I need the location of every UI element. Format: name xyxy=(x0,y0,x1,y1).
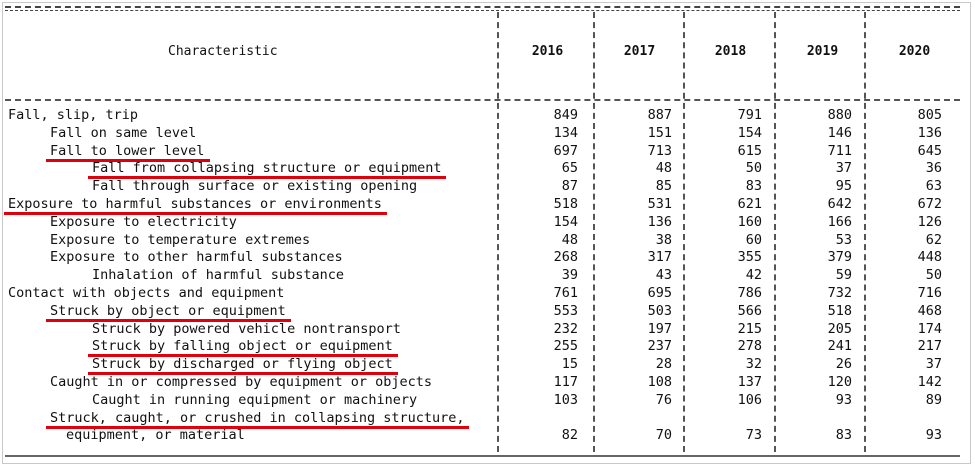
cell-value: 317 xyxy=(647,249,672,266)
table-row xyxy=(0,285,975,302)
table-row xyxy=(0,107,975,124)
row-label: Fall, slip, trip xyxy=(8,107,139,123)
table-row xyxy=(0,374,975,391)
cell-value: 215 xyxy=(737,320,762,337)
cell-value: 82 xyxy=(561,427,578,444)
row-label: Struck, caught, or crushed in collapsing structure, xyxy=(50,409,465,426)
table-row xyxy=(0,392,975,409)
cell-value: 278 xyxy=(737,338,762,355)
cell-value: 28 xyxy=(655,356,672,373)
row-label: Fall from collapsing structure or equipment xyxy=(92,160,442,177)
cell-value: 83 xyxy=(745,178,762,195)
cell-value: 93 xyxy=(835,391,852,408)
cell-value: 268 xyxy=(553,249,578,266)
cell-value: 166 xyxy=(827,213,852,230)
top-rule-secondary xyxy=(5,10,960,11)
cell-value: 518 xyxy=(553,196,578,212)
cell-value: 85 xyxy=(655,178,672,195)
cell-value: 566 xyxy=(737,302,762,319)
cell-value: 108 xyxy=(647,374,672,390)
row-label: Caught in or compressed by equipment or objects xyxy=(50,374,433,390)
top-rule xyxy=(5,6,960,8)
cell-value: 255 xyxy=(553,338,578,355)
table-row xyxy=(0,214,975,231)
cell-value: 83 xyxy=(835,427,852,444)
row-label: Exposure to temperature extremes xyxy=(50,231,311,248)
cell-value: 117 xyxy=(553,374,578,390)
cell-value: 126 xyxy=(917,213,942,230)
row-label: Fall on same level xyxy=(50,124,197,141)
cell-value: 26 xyxy=(835,356,852,373)
cell-value: 621 xyxy=(737,196,762,212)
cell-value: 15 xyxy=(561,356,578,373)
cell-value: 36 xyxy=(925,160,942,177)
cell-value: 711 xyxy=(827,142,852,159)
header-year-2020: 2020 xyxy=(898,44,931,59)
cell-value: 136 xyxy=(917,124,942,141)
cell-value: 62 xyxy=(925,231,942,248)
cell-value: 503 xyxy=(647,302,672,319)
cell-value: 32 xyxy=(745,356,762,373)
cell-value: 89 xyxy=(925,391,942,408)
row-label: Struck by falling object or equipment xyxy=(92,338,393,355)
cell-value: 379 xyxy=(827,249,852,266)
cell-value: 672 xyxy=(917,196,942,212)
cell-value: 716 xyxy=(917,285,942,301)
cell-value: 146 xyxy=(827,124,852,141)
cell-value: 732 xyxy=(827,285,852,301)
row-label: Inhalation of harmful substance xyxy=(92,267,344,284)
cell-value: 355 xyxy=(737,249,762,266)
cell-value: 713 xyxy=(647,142,672,159)
cell-value: 60 xyxy=(745,231,762,248)
cell-value: 76 xyxy=(655,391,672,408)
cell-value: 70 xyxy=(655,427,672,444)
row-label: Struck by object or equipment xyxy=(50,302,286,319)
cell-value: 197 xyxy=(647,320,672,337)
cell-value: 232 xyxy=(553,320,578,337)
cell-value: 48 xyxy=(655,160,672,177)
header-characteristic: Characteristic xyxy=(168,44,278,59)
cell-value: 642 xyxy=(827,196,852,212)
cell-value: 645 xyxy=(917,142,942,159)
cell-value: 53 xyxy=(835,231,852,248)
cell-value: 553 xyxy=(553,302,578,319)
header-year-2018: 2018 xyxy=(714,44,747,59)
cell-value: 154 xyxy=(553,213,578,230)
table-row xyxy=(0,160,975,177)
cell-value: 39 xyxy=(561,267,578,284)
table-row xyxy=(0,356,975,373)
row-label: Struck by powered vehicle nontransport xyxy=(92,320,401,337)
cell-value: 174 xyxy=(917,320,942,337)
cell-value: 791 xyxy=(737,107,762,123)
cell-value: 160 xyxy=(737,213,762,230)
cell-value: 697 xyxy=(553,142,578,159)
table-row xyxy=(0,303,975,320)
table-row xyxy=(0,338,975,355)
cell-value: 38 xyxy=(655,231,672,248)
cell-value: 93 xyxy=(925,427,942,444)
cell-value: 761 xyxy=(553,285,578,301)
cell-value: 42 xyxy=(745,267,762,284)
table-row xyxy=(0,143,975,160)
table-row xyxy=(0,410,975,427)
header-year-2019: 2019 xyxy=(806,44,839,59)
cell-value: 615 xyxy=(737,142,762,159)
cell-value: 518 xyxy=(827,302,852,319)
cell-value: 786 xyxy=(737,285,762,301)
cell-value: 106 xyxy=(737,391,762,408)
row-label: Struck by discharged or flying object xyxy=(92,356,393,373)
table-row xyxy=(0,125,975,142)
cell-value: 468 xyxy=(917,302,942,319)
row-label: Caught in running equipment or machinery xyxy=(92,391,418,408)
cell-value: 50 xyxy=(925,267,942,284)
row-label: Fall through surface or existing opening xyxy=(92,178,418,195)
cell-value: 120 xyxy=(827,374,852,390)
cell-value: 695 xyxy=(647,285,672,301)
bottom-rule xyxy=(5,455,960,457)
header-year-2017: 2017 xyxy=(623,44,656,59)
row-label: Exposure to electricity xyxy=(50,213,237,230)
table-row xyxy=(0,178,975,195)
cell-value: 73 xyxy=(745,427,762,444)
cell-value: 151 xyxy=(647,124,672,141)
cell-value: 87 xyxy=(561,178,578,195)
cell-value: 134 xyxy=(553,124,578,141)
table-row xyxy=(0,321,975,338)
row-label: Exposure to other harmful substances xyxy=(50,249,343,266)
header-rule xyxy=(5,99,960,101)
row-label: equipment, or material xyxy=(66,427,245,444)
cell-value: 37 xyxy=(925,356,942,373)
cell-value: 217 xyxy=(917,338,942,355)
cell-value: 136 xyxy=(647,213,672,230)
header-year-2016: 2016 xyxy=(531,44,564,59)
cell-value: 448 xyxy=(917,249,942,266)
row-label: Contact with objects and equipment xyxy=(8,285,285,301)
cell-value: 880 xyxy=(827,107,852,123)
cell-value: 37 xyxy=(835,160,852,177)
table-row xyxy=(0,267,975,284)
cell-value: 154 xyxy=(737,124,762,141)
cell-value: 50 xyxy=(745,160,762,177)
cell-value: 241 xyxy=(827,338,852,355)
table-row xyxy=(0,427,975,444)
cell-value: 805 xyxy=(917,107,942,123)
cell-value: 48 xyxy=(561,231,578,248)
cell-value: 237 xyxy=(647,338,672,355)
cell-value: 205 xyxy=(827,320,852,337)
cell-value: 531 xyxy=(647,196,672,212)
row-label: Exposure to harmful substances or environments xyxy=(8,196,382,212)
cell-value: 59 xyxy=(835,267,852,284)
table-row xyxy=(0,232,975,249)
cell-value: 103 xyxy=(553,391,578,408)
cell-value: 887 xyxy=(647,107,672,123)
cell-value: 137 xyxy=(737,374,762,390)
cell-value: 142 xyxy=(917,374,942,390)
cell-value: 95 xyxy=(835,178,852,195)
row-label: Fall to lower level xyxy=(50,142,205,159)
cell-value: 65 xyxy=(561,160,578,177)
cell-value: 43 xyxy=(655,267,672,284)
table-row xyxy=(0,249,975,266)
cell-value: 849 xyxy=(553,107,578,123)
table-row xyxy=(0,196,975,213)
cell-value: 63 xyxy=(925,178,942,195)
